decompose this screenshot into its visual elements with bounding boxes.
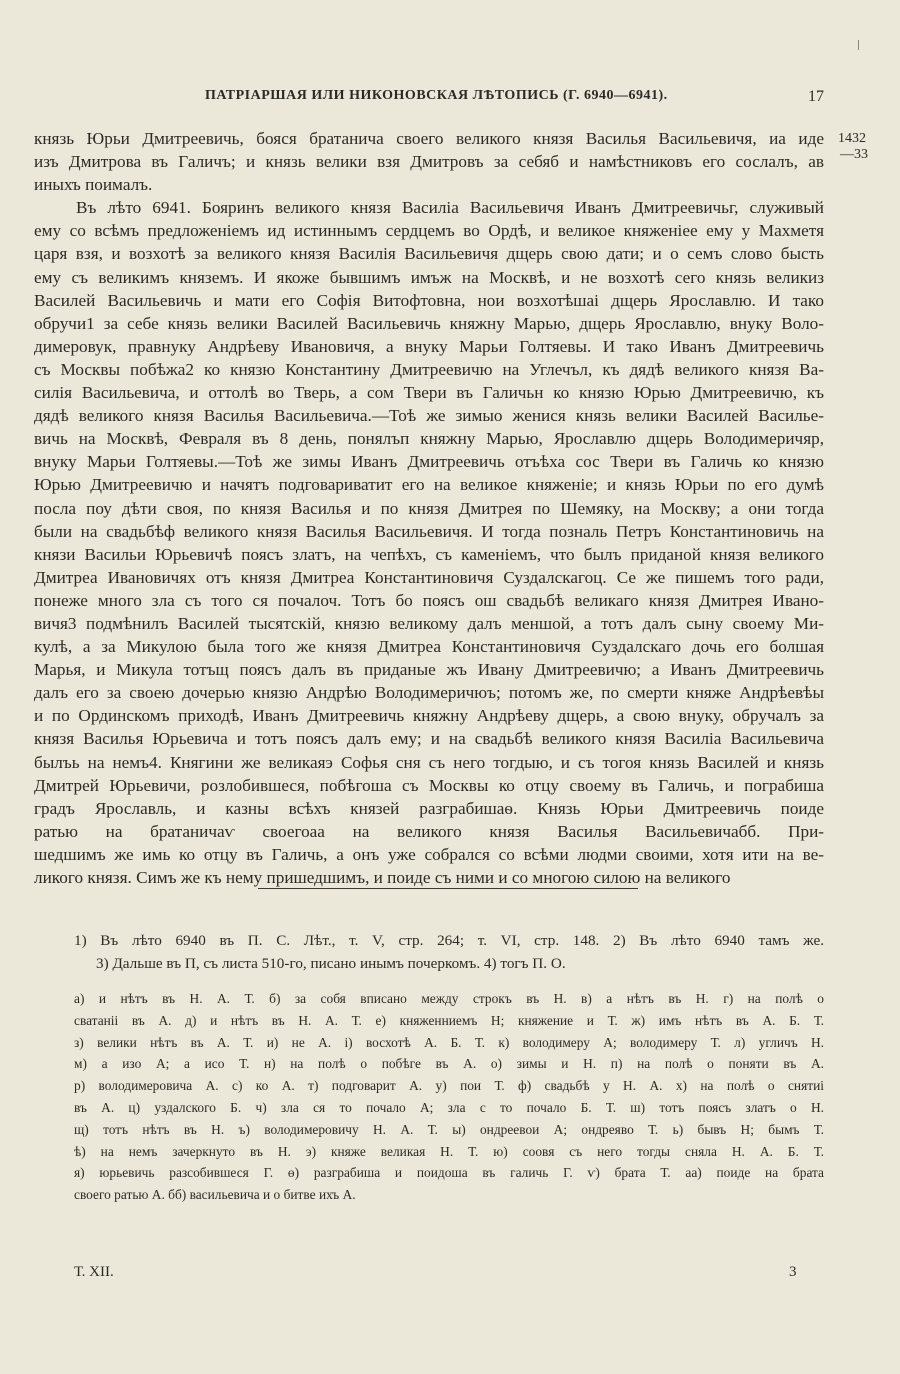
text-line: понеже много зла съ того ся почалоч. Тотъ бо поясъ ош свадьбѣ великаго князя Дмитрея Ивано- bbox=[34, 590, 824, 610]
text-line: ему со всѣмъ предложеніемъ ид истиннымъ сердцемъ во Ордѣ, и великое княженіее ему у Махметя bbox=[34, 221, 824, 241]
footnote-line: 3) Дальше въ П, съ листа 510-го, писано инымъ почеркомъ. 4) тогъ П. О. bbox=[96, 955, 566, 972]
text-line: и по Ординскомъ приходѣ, Иванъ Дмитреевичь княжну Андрѣеву дщерь, а свою внуку, обручалъ за bbox=[34, 706, 824, 726]
running-title: ПАТРІАРШАЯ ИЛИ НИКОНОВСКАЯ ЛѢТОПИСЬ (Г. 6940—6941). bbox=[205, 88, 668, 103]
text-line: ратью на братаничаѵ своегоаа на великого князя Василья Васильевичабб. При- bbox=[34, 821, 824, 841]
footnote-line: 1) Въ лѣто 6940 въ П. С. Лѣт., т. V, стр. 264; т. VI, стр. 148. 2) Въ лѣто 6940 тамъ же. bbox=[74, 932, 824, 949]
text-line: Въ лѣто 6941. Бояринъ великого князя Василіа Васильевичя Иванъ Дмитреевичьг, служивый bbox=[76, 198, 824, 218]
text-line: посла поу дѣти своя, по князя Василья и по князя Дмитрея по Шемяку, на Москву; а они тогда bbox=[34, 498, 824, 518]
text-line: былъь на немъ4. Княгини же великаяэ Софья сня съ него тогдыю, и съ тогоя князь Василей и князь bbox=[34, 752, 824, 772]
variant-line: м) а изо А; а исо Т. н) на полѣ о побѣге въ А. о) зимы и Н. п) на полѣ о поняти въ А. bbox=[74, 1056, 824, 1072]
margin-year: 1432 bbox=[838, 131, 866, 146]
running-header bbox=[0, 88, 900, 112]
text-line: Василей Васильевичь и мати его Софія Витофтовна, нои возхотѣшаі дщерь Ярославлю. И тако bbox=[34, 290, 824, 310]
text-line: князь Юрьи Дмитреевичь, бояся братанича своего великого князя Василья Васильевичя, иа иде bbox=[34, 129, 824, 148]
text-line: ликого князя. Симъ же къ нему пришедшимъ, и поиде съ ними и со многою силою на великого bbox=[34, 868, 731, 887]
text-line: ему съ великимъ княземъ. И якоже бывшимъ имъж на Москвѣ, и не возхотѣ сего князь великиз bbox=[34, 267, 824, 287]
text-line: Юрью Дмитреевичю и начятъ подговариватит его на великое княженіе; и князь Юрьи по его думѣ bbox=[34, 475, 824, 495]
variant-line: ѣ) на немъ зачеркнуто въ Н. э) княже великая Н. Т. ю) соовя съ него тогды сняла Н. А. Б. Т. bbox=[74, 1143, 824, 1159]
variant-line: а) и нѣтъ въ Н. А. Т. б) за собя вписано между строкъ въ Н. в) а нѣтъ въ Н. г) на полѣ о bbox=[74, 991, 824, 1006]
text-line: внуку Марьи Голтяевы.—Тоѣ же зимы Иванъ Дмитреевичь отъѣха сос Твери въ Галичь ко князю bbox=[34, 452, 824, 472]
variant-line: з) велики нѣтъ въ А. Т. и) не А. і) восхотѣ А. Б. Т. к) володимеру А; володимеру Т. л) угличъ Н. bbox=[74, 1034, 824, 1050]
text-line: обручи1 за себе князь велики Василей Васильевичь княжну Марью, дщерь Ярославлю, внуку Воло- bbox=[34, 313, 824, 333]
text-line: Марья, и Микула тотъщ поясъ далъ въ приданые жъ Ивану Дмитреевичю; а Иванъ Дмитреевичь bbox=[34, 660, 824, 680]
variant-line: р) володимеровича А. с) ко А. т) подговарит А. у) пои Т. ф) свадьбѣ у Н. А. х) на полѣ о снятиі bbox=[74, 1078, 824, 1094]
volume-label: Т. XII. bbox=[74, 1264, 114, 1280]
text-line: князи Васильи Юрьевичѣ поясъ златъ, на чепѣхъ, съ каменіемъ, что былъ приданой князя великого bbox=[34, 544, 824, 564]
signature-mark: 3 bbox=[789, 1264, 797, 1280]
text-line: Дмитреа Ивановичях отъ князя Дмитреа Константиновичя Суздалскагоц. Се же пишемъ того ради, bbox=[34, 567, 824, 587]
text-line: далъ его за своею дочерью князю Андрѣю Володимеричюъ; потомъ же, по смерти княже Андрѣевѣы bbox=[34, 683, 824, 703]
variant-line: сватаніі въ А. д) и нѣтъ въ Н. А. Т. е) княженниемъ Н; княжение и Т. ж) имъ нѣтъ въ А. Б. Т. bbox=[74, 1012, 824, 1028]
text-line: дядѣ великого князя Василья Васильевича.—Тоѣ же зимыо женися князь велики Василей Василье- bbox=[34, 406, 824, 426]
variant-line: я) юрьевичь разсобившеся Г. ѳ) разграбиша и поидоша въ галичь Г. ѵ) брата Т. аа) поиде на брата bbox=[74, 1165, 824, 1181]
text-line: вичь на Москвѣ, Февраля въ 8 день, понялъп княжну Марью, Ярославлю дщерь Володимеричяр, bbox=[34, 429, 824, 449]
text-line: Дмитрей Юрьевичи, розлобившеся, побѣгоша съ Москвы ко отцу своему въ Галичь, и пограбиша bbox=[34, 775, 824, 795]
page-number: 17 bbox=[808, 88, 824, 105]
footnote-rule bbox=[258, 888, 638, 889]
text-line: кулѣ, а за Микулою была того же князя Дмитреа Константиновичя Суздалскаго дочь его болшая bbox=[34, 637, 824, 657]
variant-line: въ А. ц) уздалского Б. ч) зла ся то почало А; зла с то почало Б. Т. ш) тотъ поясъ златъ о Н. bbox=[74, 1100, 824, 1115]
text-line: князя Василья Юрьевича и тотъ поясъ далъ ему; и на свадьбѣ великого князя Василіа Васильевича bbox=[34, 729, 824, 749]
text-line: съ Москвы побѣжа2 ко князю Константину Дмитреевичю на Углечъл, къ дядѣ великого князя Ва- bbox=[34, 359, 824, 379]
text-line: вичя3 подмѣнилъ Василей тысятскій, князю великому далъ меншой, а тотъ далъ сыну своему Ми- bbox=[34, 613, 824, 633]
chronicle-text bbox=[34, 127, 824, 889]
text-line: изъ Дмитрова въ Галичъ; и князь велики взя Дмитровъ за себяб и намѣстниковъ его сослалъ, ав bbox=[34, 152, 824, 172]
text-line: димеровук, правнуку Андрѣеву Ивановичя, а внуку Марьи Голтяевы. И тако Иванъ Дмитреевичь bbox=[34, 336, 824, 356]
text-line: силія Васильевича, и оттолѣ во Тверь, а сом Твери въ Галичьн ко князю Юрью Дмитреевичю, къ bbox=[34, 383, 824, 403]
text-line: были на свадьбѣф великого князя Василья Васильевичя. И тогда позналь Петръ Константиновичь на bbox=[34, 521, 824, 541]
text-line: шедшимъ же имь ко отцу въ Галичь, а онъ уже собрался со всѣми людми своими, хотя ити на ве- bbox=[34, 844, 824, 864]
paper-speck bbox=[858, 40, 859, 50]
margin-year-range: —33 bbox=[840, 147, 868, 162]
text-line: градъ Ярославль, и казны всѣхъ князей разграбишаѳ. Князь Юрьи Дмитреевичь поиде bbox=[34, 798, 824, 818]
text-line: царя взя, и возхотѣ за великого князя Василія Васильевичя дщерь свою дати; и о семъ слово бысть bbox=[34, 244, 824, 264]
text-line: иныхъ поималъ. bbox=[34, 175, 153, 195]
variant-line: своего ратью А. бб) васильевича и о битве ихъ А. bbox=[74, 1187, 356, 1203]
variant-line: щ) тотъ нѣтъ въ Н. ъ) володимеровичу Н. А. Т. ы) ондреевои А; ондреяво Т. ь) бывъ Н; бымъ Т. bbox=[74, 1121, 824, 1137]
